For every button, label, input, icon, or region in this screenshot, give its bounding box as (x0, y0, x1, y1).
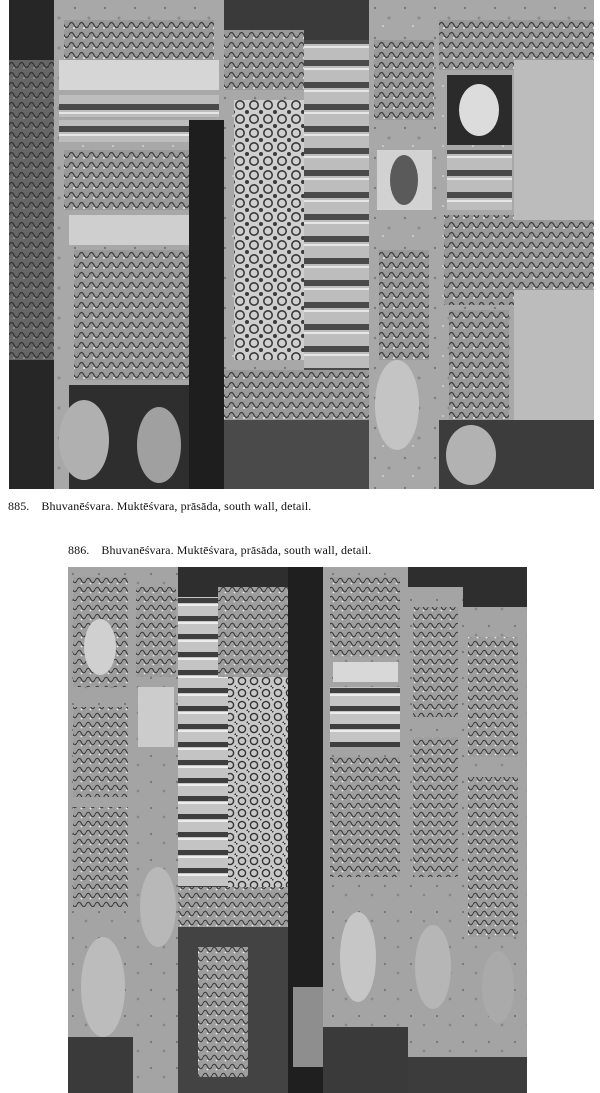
temple-wall-carving-image (9, 0, 594, 489)
plate-885-photograph (9, 0, 594, 489)
plate-886-caption-text: Bhuvanēśvara. Muktēśvara, prāsāda, south wall, detail. (101, 543, 372, 557)
plate-886-number: 886. (68, 543, 90, 557)
plate-885-caption-text: Bhuvanēśvara. Muktēśvara, prāsāda, south wall, detail. (41, 499, 312, 513)
plate-885-caption (8, 499, 311, 514)
plate-886-caption (68, 543, 371, 558)
plate-885-number: 885. (8, 499, 30, 513)
temple-wall-carving-image (68, 567, 527, 1093)
plate-886-photograph (68, 567, 527, 1093)
